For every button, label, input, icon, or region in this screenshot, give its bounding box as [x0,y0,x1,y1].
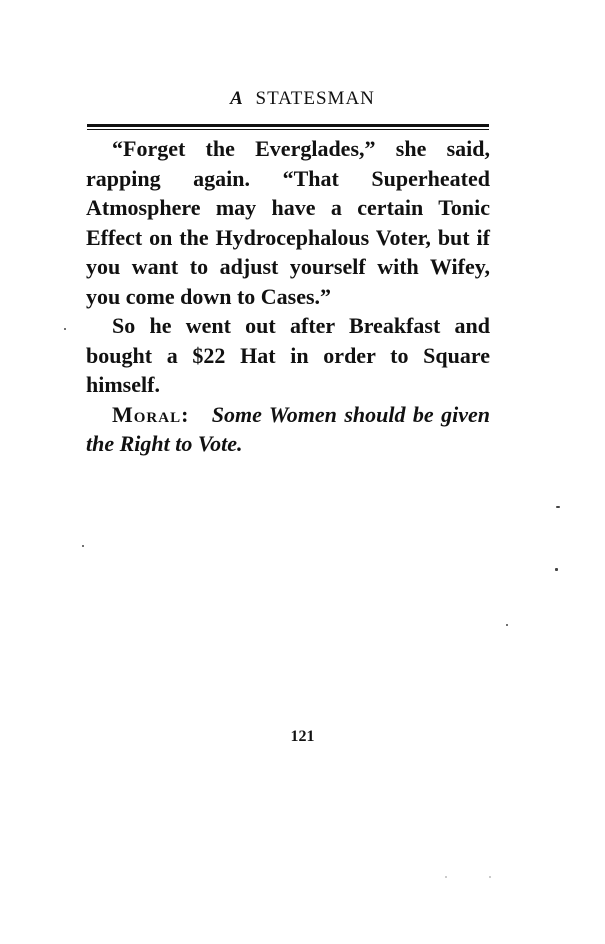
paragraph: So he went out after Breakfast and bought a $22 Hat in order to Square himself. [86,313,490,397]
header-title: STATESMAN [255,88,375,109]
moral-text: Some Women should be given the Right to Vote. [86,401,490,456]
page-number: 121 [290,728,315,745]
header-rule-thin [87,129,489,130]
body-text [86,134,490,459]
header-initial: A [230,88,244,109]
scan-speck [445,876,447,878]
running-header [0,88,605,110]
header-rule [87,124,489,127]
scan-speck [555,568,558,571]
scan-speck [489,876,491,878]
scan-speck [82,545,84,547]
scan-speck [556,506,560,508]
scan-speck [506,624,508,626]
scan-speck [64,328,66,330]
moral-paragraph [86,400,490,459]
moral-label: Moral: [112,401,190,427]
paragraph: “Forget the Everglades,” she said, rapping again. “That Superheated Atmosphere may have a certain Tonic Effect on the Hydrocephalous Voter, but if you want to adjust yourself with Wifey, you come down to Cases.” [86,136,490,309]
